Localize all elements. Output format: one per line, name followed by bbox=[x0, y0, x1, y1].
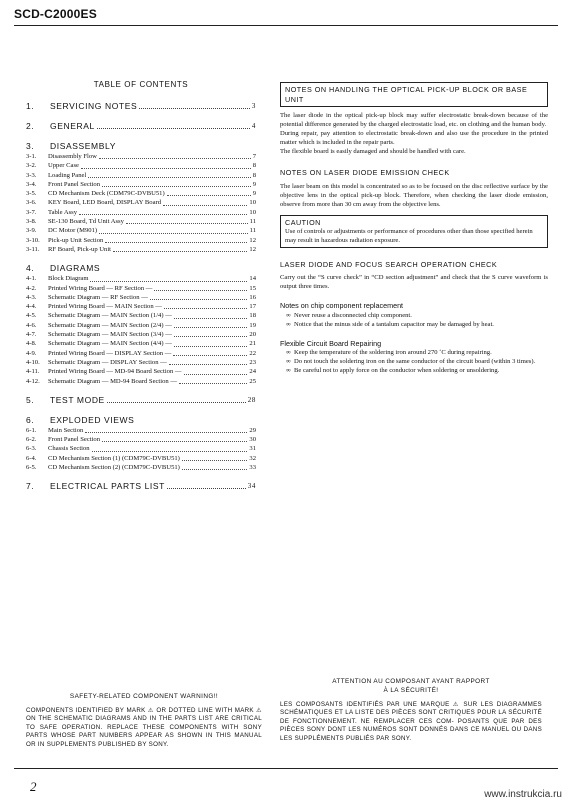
toc-item-page: 21 bbox=[249, 340, 256, 348]
toc-leader bbox=[167, 481, 246, 489]
toc-section-label: DIAGRAMS bbox=[50, 263, 101, 274]
toc-item-number: 6-3. bbox=[26, 445, 37, 453]
toc-item-page: 10 bbox=[249, 208, 256, 216]
toc-item bbox=[26, 302, 256, 311]
toc-item bbox=[26, 293, 256, 302]
toc-item-page: 8 bbox=[252, 162, 256, 170]
site-watermark: www.instrukcia.ru bbox=[484, 789, 562, 800]
toc-section-label: DISASSEMBLY bbox=[50, 141, 116, 151]
list-item bbox=[286, 366, 548, 375]
toc-leader bbox=[182, 463, 248, 470]
toc-leader bbox=[105, 236, 247, 243]
safety-warning-title-fr: ATTENTION AU COMPOSANT AYANT RAPPORT bbox=[332, 678, 490, 685]
toc-item-label: Disassembly Flow bbox=[48, 153, 97, 160]
toc-item-label: Front Panel Section bbox=[48, 180, 101, 188]
toc-item-label: Upper Case bbox=[48, 162, 79, 170]
toc-leader bbox=[99, 226, 248, 233]
toc-item-label: Block Diagram bbox=[48, 275, 89, 283]
service-notes bbox=[280, 82, 548, 375]
toc-section bbox=[26, 481, 256, 492]
toc-section-heading bbox=[26, 141, 256, 152]
toc-leader bbox=[167, 189, 251, 196]
toc-item-page: 23 bbox=[249, 358, 256, 366]
toc-item-number: 4-5. bbox=[26, 312, 37, 320]
toc-item-label: KEY Board, LED Board, DISPLAY Board bbox=[48, 199, 161, 207]
list-item bbox=[286, 311, 548, 320]
toc-item bbox=[26, 454, 256, 463]
toc-item-number: 4-7. bbox=[26, 331, 37, 339]
header-rule bbox=[14, 25, 558, 26]
toc-item-page: 15 bbox=[249, 284, 256, 292]
list-item-text: Keep the temperature of the soldering iron around 270 ˚C during repairing. bbox=[294, 349, 492, 356]
toc-section-page: 28 bbox=[247, 395, 256, 404]
focus-search-heading: LASER DIODE AND FOCUS SEARCH OPERATION CHECK bbox=[280, 259, 498, 269]
toc-leader bbox=[90, 274, 247, 281]
toc-item-label: Schematic Diagram — MD-94 Board Section — bbox=[48, 377, 177, 385]
toc-item-label: Printed Wiring Board — RF Section — bbox=[48, 284, 153, 292]
toc-leader bbox=[174, 321, 248, 328]
toc-leader bbox=[79, 208, 247, 215]
optical-pickup-heading: NOTES ON HANDLING THE OPTICAL PICK-UP BLOCK OR BASE UNIT bbox=[280, 82, 548, 107]
focus-search-text: Carry out the “S curve check” in “CD section adjustment” and check that the S curve waveform is output three times. bbox=[280, 274, 548, 290]
toc-item bbox=[26, 311, 256, 320]
table-of-contents bbox=[26, 80, 256, 501]
toc-item bbox=[26, 435, 256, 444]
toc-item-number: 4-12. bbox=[26, 377, 40, 385]
list-item-text: Notice that the minus side of a tantalum capacitor may be damaged by heat. bbox=[294, 320, 494, 328]
toc-item-label: Schematic Diagram — DISPLAY Section — bbox=[48, 358, 167, 366]
toc-item-page: 33 bbox=[249, 464, 256, 472]
toc-item-page: 19 bbox=[249, 321, 256, 329]
toc-item-label: Loading Panel bbox=[48, 171, 87, 179]
toc-section-label: GENERAL bbox=[50, 121, 95, 131]
toc-item bbox=[26, 152, 256, 161]
toc-item bbox=[26, 274, 256, 283]
bullet-icon: ∞ bbox=[286, 349, 291, 356]
toc-item-label: CD Mechanism Section (1) (CDM79C-DVBU51) bbox=[48, 454, 180, 462]
toc-item-page: 16 bbox=[249, 293, 256, 301]
toc-leader bbox=[179, 377, 247, 384]
toc-item bbox=[26, 161, 256, 170]
toc-section-heading bbox=[26, 395, 256, 406]
toc-item-page: 25 bbox=[249, 377, 256, 385]
toc-leader bbox=[92, 444, 248, 451]
toc-leader bbox=[102, 180, 251, 187]
toc-item-number: 3-3. bbox=[26, 171, 37, 179]
toc-section-page: 3 bbox=[251, 102, 256, 110]
toc-item-label: Front Panel Section bbox=[48, 436, 101, 444]
bullet-icon: ∞ bbox=[286, 358, 291, 365]
toc-item-number: 3-7. bbox=[26, 208, 37, 216]
toc-leader bbox=[164, 302, 248, 309]
toc-body bbox=[26, 101, 256, 492]
toc-item-number: 3-4. bbox=[26, 180, 37, 188]
toc-item-label: CD Mechanism Section (2) (CDM79C-DVBU51) bbox=[48, 464, 180, 472]
list-item-text: Never reuse a disconnected chip component. bbox=[294, 311, 412, 319]
page-number: 2 bbox=[30, 779, 37, 794]
toc-leader bbox=[126, 217, 248, 224]
toc-item bbox=[26, 245, 256, 254]
list-item bbox=[286, 348, 548, 357]
toc-item-label: Main Section bbox=[48, 426, 84, 434]
toc-item-label: Schematic Diagram — RF Section — bbox=[48, 293, 148, 301]
toc-section-label: ELECTRICAL PARTS LIST bbox=[50, 481, 165, 492]
flex-board-heading: Flexible Circuit Board Repairing bbox=[280, 338, 382, 348]
toc-item-page: 20 bbox=[249, 331, 256, 339]
caution-title: CAUTION bbox=[285, 217, 321, 227]
toc-section-num: 3. bbox=[26, 141, 35, 151]
toc-item bbox=[26, 226, 256, 235]
toc-section bbox=[26, 141, 256, 254]
toc-item-number: 4-2. bbox=[26, 284, 37, 292]
toc-item bbox=[26, 217, 256, 226]
toc-leader bbox=[174, 339, 248, 346]
toc-item-page: 14 bbox=[249, 275, 256, 283]
toc-section-heading bbox=[26, 263, 256, 274]
toc-item-number: 3-6. bbox=[26, 199, 37, 207]
caution-text: Use of controls or adjustments or performance of procedures other than those specified herein may result in hazardous radiation exposure. bbox=[285, 227, 533, 244]
toc-item-number: 4-1. bbox=[26, 275, 37, 283]
toc-item-number: 6-5. bbox=[26, 464, 37, 472]
toc-item-label: Printed Wiring Board — DISPLAY Section — bbox=[48, 349, 172, 357]
toc-item bbox=[26, 339, 256, 348]
toc-item bbox=[26, 349, 256, 358]
toc-title: TABLE OF CONTENTS bbox=[93, 80, 189, 89]
toc-item-page: 31 bbox=[249, 445, 256, 453]
toc-item-number: 3-2. bbox=[26, 162, 37, 170]
toc-leader bbox=[85, 426, 247, 433]
toc-item-page: 22 bbox=[249, 349, 256, 357]
toc-leader bbox=[154, 284, 247, 291]
toc-item-page: 29 bbox=[249, 426, 256, 434]
toc-item-page: 18 bbox=[249, 312, 256, 320]
toc-section-page: 34 bbox=[247, 482, 256, 491]
caution-box bbox=[280, 215, 548, 248]
toc-item-number: 4-9. bbox=[26, 349, 37, 357]
optical-pickup-text bbox=[280, 111, 548, 156]
toc-leader bbox=[184, 367, 248, 374]
toc-leader bbox=[81, 161, 251, 168]
toc-item-label: CD Mechanism Deck (CDM79C-DVBU51) bbox=[48, 190, 165, 198]
toc-leader bbox=[150, 293, 248, 300]
list-item bbox=[286, 320, 548, 329]
toc-item-number: 4-4. bbox=[26, 303, 37, 311]
toc-item-page: 17 bbox=[249, 303, 256, 311]
toc-item-label: Schematic Diagram — MAIN Section (1/4) — bbox=[48, 312, 172, 320]
toc-section-heading bbox=[26, 121, 256, 132]
safety-warning-french bbox=[280, 677, 542, 743]
toc-item-page: 30 bbox=[249, 436, 256, 444]
bullet-icon: ∞ bbox=[286, 367, 291, 374]
toc-section-num: 7. bbox=[26, 481, 35, 492]
toc-item bbox=[26, 444, 256, 453]
toc-section-num: 6. bbox=[26, 414, 35, 425]
toc-item-page: 9 bbox=[252, 190, 256, 198]
toc-item-label: Table Assy bbox=[48, 208, 78, 216]
toc-leader bbox=[174, 330, 248, 337]
laser-emission-heading: NOTES ON LASER DIODE EMISSION CHECK bbox=[280, 168, 450, 177]
toc-item-number: 3-11. bbox=[26, 245, 40, 253]
toc-section bbox=[26, 263, 256, 386]
toc-section-heading bbox=[26, 101, 256, 112]
optical-paragraph: The laser diode in the optical pick-up block may suffer electrostatic break-down because of the potential difference generated by the charged electrostatic load, etc. on clothing and the human body. bbox=[280, 112, 548, 128]
safety-warning-title: SAFETY-RELATED COMPONENT WARNING!! bbox=[69, 693, 219, 700]
bullet-icon: ∞ bbox=[286, 311, 291, 319]
toc-item-page: 24 bbox=[249, 368, 256, 376]
toc-item-number: 4-6. bbox=[26, 321, 37, 329]
toc-item-label: Schematic Diagram — MAIN Section (3/4) — bbox=[48, 331, 172, 339]
toc-section-label: TEST MODE bbox=[50, 394, 105, 405]
toc-item bbox=[26, 189, 256, 198]
toc-leader bbox=[139, 101, 250, 109]
toc-item-number: 6-1. bbox=[26, 426, 37, 434]
toc-item-page: 7 bbox=[252, 153, 256, 160]
toc-leader bbox=[173, 349, 247, 356]
toc-item-page: 32 bbox=[249, 454, 256, 462]
toc-section-heading bbox=[26, 415, 256, 426]
toc-section-num: 5. bbox=[26, 394, 35, 405]
chip-replacement-heading: Notes on chip component replacement bbox=[280, 301, 404, 310]
toc-leader bbox=[182, 454, 248, 461]
toc-item-label: Printed Wiring Board — MAIN Section — bbox=[48, 303, 162, 311]
toc-item-number: 6-2. bbox=[26, 436, 37, 444]
optical-paragraph: The flexible board is easily damaged and should be handled with care. bbox=[280, 148, 466, 155]
toc-leader bbox=[163, 198, 247, 205]
toc-section-num: 1. bbox=[26, 101, 35, 111]
toc-item bbox=[26, 321, 256, 330]
toc-item-page: 11 bbox=[249, 218, 256, 226]
toc-section bbox=[26, 121, 256, 132]
toc-item-label: Schematic Diagram — MAIN Section (4/4) — bbox=[48, 340, 172, 348]
toc-item-number: 3-10. bbox=[26, 236, 40, 244]
toc-item bbox=[26, 208, 256, 217]
model-number: SCD-C2000ES bbox=[14, 7, 97, 21]
toc-section-label: SERVICING NOTES bbox=[50, 101, 138, 111]
toc-item-number: 3-5. bbox=[26, 190, 37, 198]
toc-leader bbox=[174, 311, 248, 318]
toc-item-label: Printed Wiring Board — MD-94 Board Section — bbox=[48, 368, 182, 376]
toc-item-page: 10 bbox=[249, 199, 256, 207]
safety-warning-title-fr-2: À LA SÉCURITÉ! bbox=[383, 687, 439, 694]
list-item-text: Do not touch the soldering iron on the same conductor of the circuit board (within 3 times). bbox=[294, 358, 536, 365]
toc-section-num: 4. bbox=[26, 263, 35, 274]
toc-section-num: 2. bbox=[26, 121, 35, 131]
toc-section-label: EXPLODED VIEWS bbox=[50, 414, 135, 425]
toc-item-label: DC Motor (M901) bbox=[48, 227, 98, 235]
bullet-icon: ∞ bbox=[286, 320, 291, 328]
toc-item bbox=[26, 236, 256, 245]
toc-item bbox=[26, 367, 256, 376]
toc-item bbox=[26, 330, 256, 339]
toc-item-number: 4-11. bbox=[26, 368, 40, 376]
toc-item-page: 11 bbox=[249, 227, 256, 235]
toc-item-label: Pick-up Unit Section bbox=[48, 236, 104, 244]
toc-item-label: Schematic Diagram — MAIN Section (2/4) — bbox=[48, 321, 172, 329]
footer-rule bbox=[14, 768, 558, 769]
toc-leader bbox=[113, 245, 247, 252]
toc-item-page: 12 bbox=[249, 236, 256, 244]
safety-warning-text-fr: LES COMPOSANTS IDENTIFIÉS PAR UNE MARQUE ⚠ SUR LES DIAGRAMMES SCHÉMATIQUES ET LA LISTE DES PIÈCES SONT CRITIQUES POUR LA SÉCURITÉ DE FONCTIONNEMENT. NE REMPLACER CES COM- POSANTS QUE PAR DES PIÈCES SONY DONT LES NUMÉROS SONT DONNÉS DANS CE MANUEL OU DANS LES SUPPLÉMENTS PUBLIÉS PAR SONY. bbox=[280, 701, 542, 742]
toc-item-number: 4-8. bbox=[26, 340, 37, 348]
toc-item-page: 8 bbox=[252, 171, 256, 179]
toc-section bbox=[26, 415, 256, 472]
toc-leader bbox=[88, 171, 250, 178]
safety-warning-text: COMPONENTS IDENTIFIED BY MARK ⚠ OR DOTTED LINE WITH MARK ⚠ ON THE SCHEMATIC DIAGRAMS AND IN THE PARTS LIST ARE CRITICAL TO SAFE OPERATION. REPLACE THESE COMPONENTS WITH SONY PARTS WHOSE PART NUMBERS APPEAR AS SHOWN IN THIS MANUAL OR IN SUPPLEMENTS PUBLISHED BY SONY. bbox=[26, 707, 262, 748]
toc-leader bbox=[102, 435, 247, 442]
toc-leader bbox=[97, 121, 250, 129]
toc-item bbox=[26, 171, 256, 180]
toc-item-number: 4-10. bbox=[26, 358, 40, 366]
toc-item bbox=[26, 426, 256, 435]
toc-leader bbox=[99, 152, 251, 159]
toc-item bbox=[26, 377, 256, 386]
toc-item-number: 3-9. bbox=[26, 227, 37, 235]
toc-item-label: SE-130 Board, Td Unit Assy bbox=[48, 218, 124, 226]
toc-section-page: 4 bbox=[251, 122, 256, 130]
list-item bbox=[286, 357, 548, 366]
toc-item-page: 12 bbox=[249, 245, 256, 253]
toc-item-number: 3-1. bbox=[26, 153, 37, 160]
toc-leader bbox=[169, 358, 248, 365]
toc-item bbox=[26, 463, 256, 472]
toc-item-number: 6-4. bbox=[26, 454, 37, 462]
toc-leader bbox=[107, 395, 246, 403]
list-item-text: Be careful not to apply force on the conductor when soldering or unsoldering. bbox=[294, 367, 500, 374]
toc-item-label: Chassis Section bbox=[48, 445, 90, 453]
toc-item bbox=[26, 284, 256, 293]
toc-section bbox=[26, 101, 256, 112]
toc-item-number: 3-8. bbox=[26, 218, 37, 226]
laser-emission-text: The laser beam on this model is concentrated so as to be focused on the disc reflective surface by the objective lens in the optical pick-up block. Therefore, when checking the laser diode emission, observe from more than 30 cm away from the objective lens. bbox=[280, 182, 548, 208]
optical-paragraph: During repair, pay attention to electrostatic break-down and also use the procedure in the printed matter which is included in the repair parts. bbox=[280, 130, 548, 146]
toc-item bbox=[26, 358, 256, 367]
toc-item-page: 9 bbox=[252, 180, 256, 188]
toc-item-label: RF Board, Pick-up Unit bbox=[48, 245, 112, 253]
toc-item bbox=[26, 180, 256, 189]
toc-item bbox=[26, 198, 256, 207]
toc-section bbox=[26, 395, 256, 406]
toc-section-heading bbox=[26, 481, 256, 492]
safety-warning-english bbox=[26, 692, 262, 749]
toc-item-number: 4-3. bbox=[26, 293, 37, 301]
